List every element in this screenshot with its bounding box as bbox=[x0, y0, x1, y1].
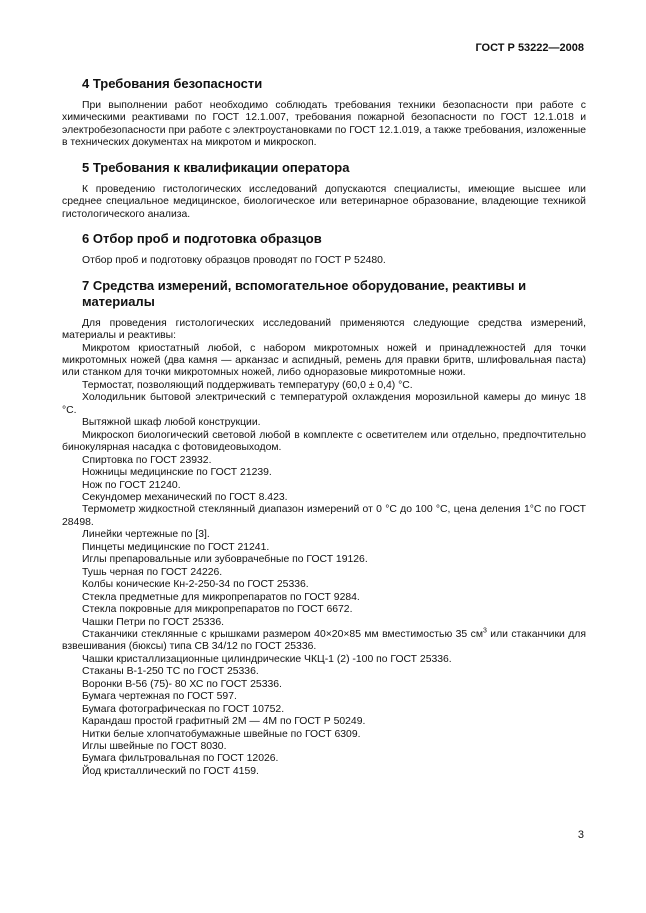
section-6-title: 6 Отбор проб и подготовка образцов bbox=[82, 231, 322, 247]
section-4-title: 4 Требования безопасности bbox=[82, 76, 263, 91]
section-7-title: 7 Средства измерений, вспомогательное оборудование, реактивы и материалы bbox=[82, 277, 527, 309]
list-item: Термостат, позволяющий поддерживать температуру (60,0 ± 0,4) °С. bbox=[82, 379, 413, 391]
list-item: Линейки чертежные по [3]. bbox=[82, 529, 210, 541]
list-item: Микроскоп биологический световой любой в комплекте с осветителем или отдельно, предпочтительно бинокулярная насадка с фотовидеовыходом. bbox=[62, 429, 586, 454]
section-5-text: К проведению гистологических исследований допускаются специалисты, имеющие высшее или среднее специальное медицинское, биологическое или ветеринарное образование, владеющие техникой гистологического анализа. bbox=[62, 183, 586, 220]
section-5-title: 5 Требования к квалификации оператора bbox=[82, 159, 350, 175]
section-6 bbox=[62, 231, 586, 267]
list-item: Бумага чертежная по ГОСТ 597. bbox=[82, 691, 237, 703]
list-item: Бумага фильтровальная по ГОСТ 12026. bbox=[82, 753, 279, 765]
list-item: Микротом криостатный любой, с набором микротомных ножей и принадлежностей для точки микротомных ножей (два камня — арканзас и аспидный, ремень для правки бритв, шлифовальная паста) или станком для точки микротомных ножей, либо одноразовые микротомные ножи. bbox=[62, 342, 586, 379]
list-item: Термометр жидкостной стеклянный диапазон измерений от 0 °С до 100 °С, цена деления 1°С по ГОСТ 28498. bbox=[62, 504, 586, 528]
list-item: Ножницы медицинские по ГОСТ 21239. bbox=[82, 467, 272, 479]
list-item: Секундомер механический по ГОСТ 8.423. bbox=[82, 491, 288, 503]
list-item: Спиртовка по ГОСТ 23932. bbox=[82, 454, 212, 466]
list-item: Холодильник бытовой электрический с температурой охлаждения морозильной камеры до минус 18 °С. bbox=[62, 392, 586, 416]
list-item: Йод кристаллический по ГОСТ 4159. bbox=[82, 765, 259, 777]
list-item: Чашки Петри по ГОСТ 25336. bbox=[82, 616, 224, 628]
glass-text-b: или стаканчики для взвешивания (бюксы) типа СВ 34/12 по ГОСТ 25336. bbox=[62, 628, 586, 653]
list-item: Тушь черная по ГОСТ 24226. bbox=[82, 566, 223, 578]
section-7 bbox=[62, 278, 586, 779]
section-4 bbox=[62, 76, 586, 150]
document-header: ГОСТ Р 53222—2008 bbox=[475, 42, 584, 54]
list-item: Пинцеты медицинские по ГОСТ 21241. bbox=[82, 541, 270, 553]
list-item: Иглы препаровальные или зубоврачебные по ГОСТ 19126. bbox=[82, 554, 368, 566]
section-6-text: Отбор проб и подготовку образцов проводят по ГОСТ Р 52480. bbox=[82, 255, 386, 267]
section-5 bbox=[62, 160, 586, 221]
list-item: Чашки кристаллизационные цилиндрические ЧКЦ-1 (2) -100 по ГОСТ 25336. bbox=[82, 653, 452, 665]
glass-superscript: 3 bbox=[482, 627, 487, 635]
list-item: Нитки белые хлопчатобумажные швейные по ГОСТ 6309. bbox=[82, 728, 361, 740]
list-item: Бумага фотографическая по ГОСТ 10752. bbox=[82, 703, 285, 715]
list-item: Стекла покровные для микропрепаратов по ГОСТ 6672. bbox=[82, 604, 353, 616]
list-item: Колбы конические Кн-2-250-34 по ГОСТ 25336. bbox=[82, 579, 309, 591]
page-content bbox=[62, 76, 586, 788]
list-item: Иглы швейные по ГОСТ 8030. bbox=[82, 741, 227, 753]
list-item: Воронки В-56 (75)- 80 ХС по ГОСТ 25336. bbox=[82, 678, 282, 690]
list-item-glassware bbox=[62, 629, 586, 654]
list-item: Вытяжной шкаф любой конструкции. bbox=[82, 417, 261, 429]
section-4-text: При выполнении работ необходимо соблюдать требования техники безопасности при работе с химическими реактивами по ГОСТ 12.1.007, требования пожарной безопасности по ГОСТ 12.1.018 и электробезопасности при работе с электроустановками по ГОСТ 12.1.019, а также требования, изложенные в технических документах на микротом и микроскоп. bbox=[62, 100, 586, 149]
list-item: Стекла предметные для микропрепаратов по ГОСТ 9284. bbox=[82, 591, 360, 603]
list-item: Стаканы В-1-250 ТС по ГОСТ 25336. bbox=[82, 666, 259, 678]
page-number: 3 bbox=[577, 829, 584, 841]
glass-text-a: Стаканчики стеклянные с крышками размером 40×20×85 мм вместимостью 35 см bbox=[82, 628, 483, 640]
paragraph: Для проведения гистологических исследований применяются следующие средства измерений, материалы и реактивы: bbox=[62, 317, 586, 342]
list-item: Нож по ГОСТ 21240. bbox=[82, 479, 181, 491]
list-item: Карандаш простой графитный 2М — 4М по ГОСТ Р 50249. bbox=[82, 716, 366, 728]
